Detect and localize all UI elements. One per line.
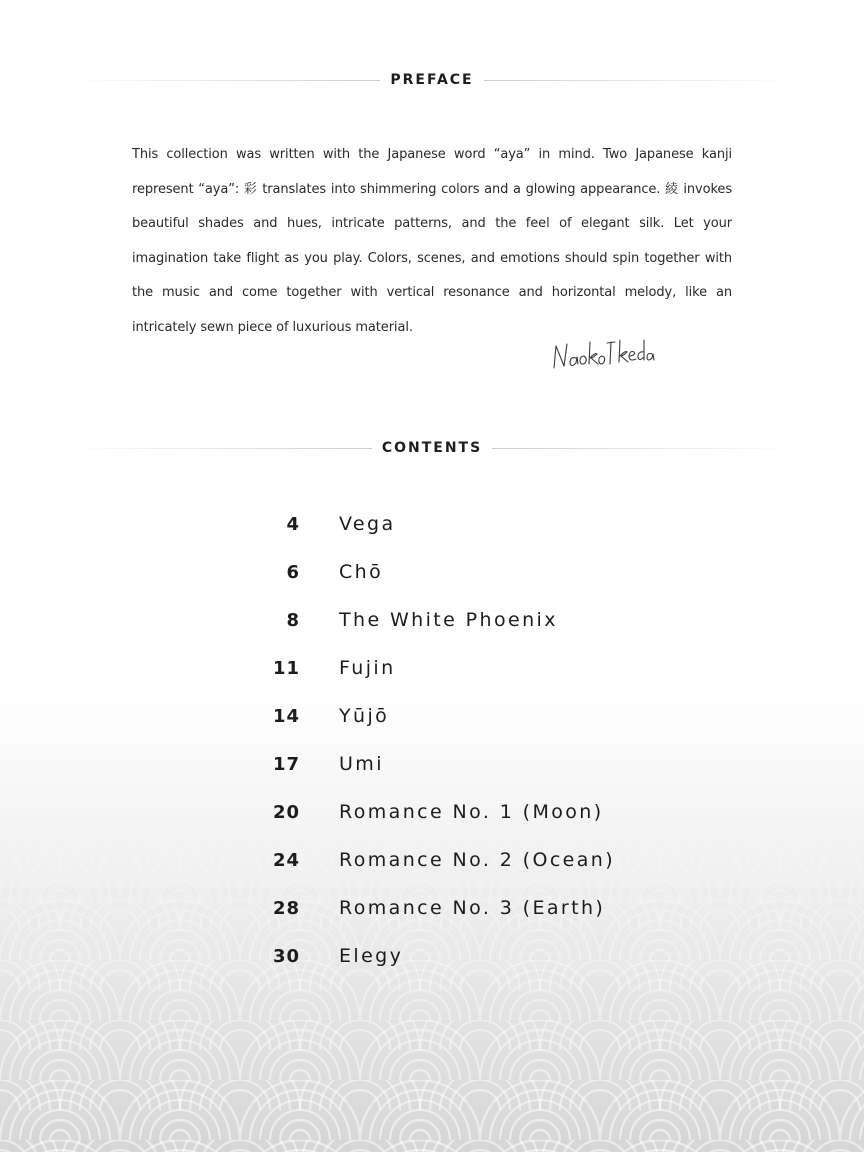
toc-title: Umi [339, 753, 384, 775]
toc-entry[interactable] [250, 932, 670, 980]
heading-rule-right [492, 448, 802, 449]
preface-paragraph [132, 138, 732, 346]
contents-heading [62, 436, 802, 460]
toc-page-number: 6 [286, 561, 300, 583]
toc-page-number: 11 [272, 657, 300, 679]
preface-heading [62, 68, 802, 92]
toc-title: Fujin [339, 657, 396, 679]
toc-entry[interactable] [250, 836, 670, 884]
toc-page-number: 28 [272, 897, 300, 919]
toc-page-number: 30 [272, 945, 300, 967]
preface-heading-label: PREFACE [390, 72, 474, 88]
toc-entry[interactable] [250, 740, 670, 788]
contents-heading-label: CONTENTS [381, 440, 483, 456]
toc-page-number: 14 [272, 705, 300, 727]
toc-page-number: 4 [286, 513, 300, 535]
preface-paragraph-text: This collection was written with the Japanese word “aya” in mind. Two Japanese kanji represent “aya”: 彩 translates into shimmering colors and a glowing appearance. 綾 invokes beautiful shades and hues, intricate patterns, and the feel of elegant silk. Let your imagination take flight as you play. Colors, scenes, and emotions should spin together with the music and come together with vertical resonance and horizontal melody, like an intricately sewn piece of luxurious material. [132, 147, 732, 335]
table-of-contents [250, 500, 670, 980]
toc-page-number: 20 [272, 801, 300, 823]
toc-page-number: 24 [272, 849, 300, 871]
toc-title: Elegy [339, 945, 404, 967]
toc-entry[interactable] [250, 596, 670, 644]
toc-entry[interactable] [250, 548, 670, 596]
heading-rule-left [62, 80, 380, 81]
toc-title: Yūjō [339, 705, 390, 727]
toc-title: The White Phoenix [339, 609, 558, 631]
toc-entry[interactable] [250, 884, 670, 932]
toc-title: Romance No. 3 (Earth) [339, 897, 606, 919]
toc-page-number: 17 [272, 753, 300, 775]
toc-title: Chō [339, 561, 384, 583]
toc-entry[interactable] [250, 788, 670, 836]
signature-image [532, 332, 656, 378]
toc-entry[interactable] [250, 500, 670, 548]
toc-entry[interactable] [250, 692, 670, 740]
heading-rule-right [484, 80, 802, 81]
toc-entry[interactable] [250, 644, 670, 692]
toc-title: Vega [339, 513, 396, 535]
toc-title: Romance No. 1 (Moon) [339, 801, 604, 823]
heading-rule-left [62, 448, 372, 449]
toc-title: Romance No. 2 (Ocean) [339, 849, 616, 871]
toc-page-number: 8 [286, 609, 300, 631]
